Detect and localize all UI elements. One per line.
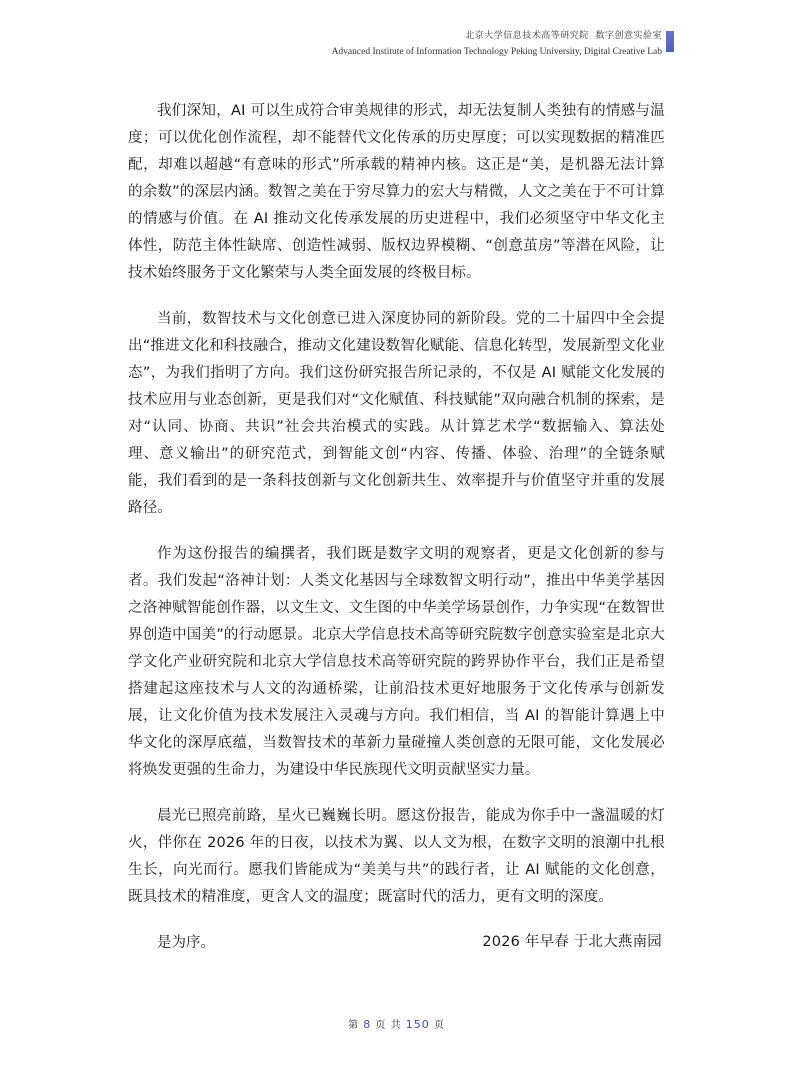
paragraph: 当前，数智技术与文化创意已进入深度协同的新阶段。党的二十届四中全会提出“推进文化和科技融合，推动文化建设数智化赋能、信息化转型，发展新型文化业态”，为我们指明了方向。我们这份研究报告所记录的，不仅是 AI 赋能文化发展的技术应用与业态创新，更是我们对“文化赋值、科技赋能”双向融合机制的探索，是对“认同、协商、共识”社会共治模式的实践。从计算艺术学“数据输入、算法处理、意义输出”的研究范式，到智能文创“内容、传播、体验、治理”的全链条赋能，我们看到的是一条科技创新与文化创新共生、效率提升与价值坚守并重的发展路径。 <box>128 311 665 516</box>
footer-prefix: 第 <box>348 1020 360 1031</box>
closing-line: 是为序。 <box>157 935 215 951</box>
footer-middle: 页 共 <box>375 1020 402 1031</box>
header-chinese <box>332 30 662 42</box>
page-body <box>128 98 665 957</box>
paragraph: 晨光已照亮前路，星火已巍巍长明。愿这份报告，能成为你手中一盏温暖的灯火，伴你在 2026 年的日夜，以技术为翼、以人文为根，在数字文明的浪潮中扎根生长，向光而行。愿我们皆能成为“美美与共”的践行者，让 AI 赋能的文化创意，既具技术的精准度，更含人文的温度；既富时代的活力，更有文明的深度。 <box>128 808 665 905</box>
paragraph: 作为这份报告的编撰者，我们既是数字文明的观察者，更是文化创新的参与者。我们发起“洛神计划：人类文化基因与全球数智文明行动”，推出中华美学基因之洛神赋智能创作器，以文生文、文生图的中华美学场景创作，力争实现“在数智世界创造中国美”的行动愿景。北京大学信息技术高等研究院数字创意实验室是北京大学文化产业研究院和北京大学信息技术高等研究院的跨界协作平台，我们正是希望搭建起这座技术与人文的沟通桥梁，让前沿技术更好地服务于文化传承与创新发展，让文化价值为技术发展注入灵魂与方向。我们相信，当 AI 的智能计算遇上中华文化的深厚底蕴，当数智技术的革新力量碰撞人类创意的无限可能，文化发展必将焕发更强的生命力，为建设中华民族现代文明贡献坚实力量。 <box>128 546 665 778</box>
page-header <box>332 30 662 59</box>
footer-suffix: 页 <box>433 1020 445 1031</box>
total-pages: 150 <box>405 1018 430 1031</box>
page-footer <box>0 1016 793 1031</box>
header-accent-bar <box>666 31 674 52</box>
header-lab-cn: 数字创意实验室 <box>595 31 662 41</box>
paragraph: 我们深知，AI 可以生成符合审美规律的形式，却无法复制人类独有的情感与温度；可以优化创作流程，却不能替代文化传承的历史厚度；可以实现数据的精准匹配，却难以超越“有意味的形式”所承载的精神内核。这正是“美，是机器无法计算的余数”的深层内涵。数智之美在于穷尽算力的宏大与精微，人文之美在于不可计算的情感与价值。在 AI 推动文化传承发展的历史进程中，我们必须坚守中华文化主体性，防范主体性缺席、创造性减弱、版权边界模糊、“创意茧房”等潜在风险，让技术始终服务于文化繁荣与人类全面发展的终极目标。 <box>128 103 665 281</box>
page-number: 8 <box>363 1018 372 1031</box>
header-english: Advanced Institute of Information Technology Peking University, Digital Creative Lab <box>331 47 662 57</box>
header-institute-cn: 北京大学信息技术高等研究院 <box>465 31 589 41</box>
signature: 2026 年早春 于北大燕南园 <box>482 934 662 950</box>
